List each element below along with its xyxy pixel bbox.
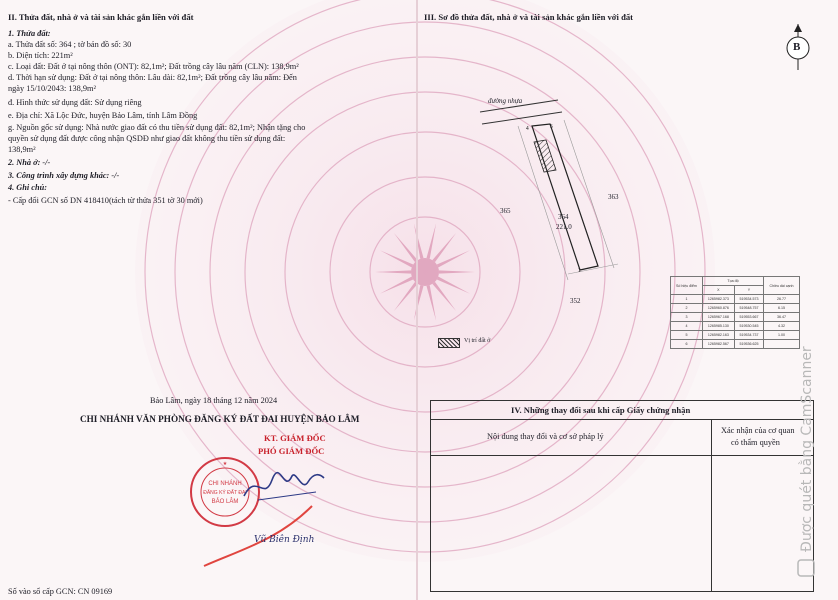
left-page	[0, 0, 418, 600]
table-row	[671, 322, 800, 331]
table-cell: 4.32	[764, 322, 800, 331]
line-area: b. Diện tích: 221m²	[8, 51, 73, 60]
legend-label: Vị trí đất ở	[464, 338, 491, 344]
table-cell: 6	[671, 340, 703, 349]
deputy-director-kt: KT. GIÁM ĐỐC	[264, 433, 326, 443]
neighbor-right-label: 363	[608, 193, 619, 201]
svg-text:1: 1	[578, 268, 581, 274]
coord-col-coordinates: Tọa độ	[702, 277, 763, 286]
svg-text:★: ★	[222, 461, 228, 467]
table-cell: 519536.625	[734, 340, 763, 349]
road-label: đường nhựa	[488, 97, 523, 105]
line-parcel-number: a. Thửa đất số: 364 ; tờ bản đồ số: 30	[8, 40, 132, 49]
table-cell: 519534.737	[734, 331, 763, 340]
register-number: Số vào sổ cấp GCN: CN 09169	[8, 587, 113, 596]
table-cell: 3	[671, 313, 703, 322]
section-ii-title: II. Thửa đất, nhà ở và tài sản khác gắn liền với đất	[8, 12, 194, 22]
table-row	[671, 304, 800, 313]
line-origin-cont: quyền sử dụng đất được công nhận QSDĐ như giao đất không thu tiền sử dụng đất:	[8, 134, 286, 143]
table-cell: 1265967.168	[702, 313, 734, 322]
issue-date: Bảo Lâm, ngày 18 tháng 12 năm 2024	[150, 396, 278, 405]
coord-col-x: X	[702, 286, 734, 295]
section-iii-title: III. Sơ đồ thửa đất, nhà ở và tài sản khác gắn liền với đất	[424, 12, 634, 22]
coordinate-table	[670, 276, 800, 349]
changes-box	[430, 400, 814, 592]
line-address: e. Địa chỉ: Xã Lộc Đức, huyện Bảo Lâm, tỉnh Lâm Đồng	[8, 111, 198, 120]
line-origin-cont2: 138,9m²	[8, 145, 36, 154]
table-cell: 1265985.130	[702, 322, 734, 331]
notes-heading: 4. Ghi chú:	[8, 183, 47, 192]
changes-column-divider	[711, 419, 712, 591]
neighbor-left-label: 365	[500, 207, 511, 215]
changes-col-content-header: Nội dung thay đổi và cơ sở pháp lý	[487, 432, 604, 441]
coord-col-length: Chiều dài cạnh	[764, 277, 800, 295]
parcel-area-label: 221.0	[556, 223, 572, 231]
table-cell: 26.77	[764, 295, 800, 304]
other-construction-line: 3. Công trình xây dựng khác: -/-	[8, 171, 120, 180]
table-cell: 36.47	[764, 313, 800, 322]
table-cell: 519534.573	[734, 295, 763, 304]
table-cell: 6.15	[764, 304, 800, 313]
office-name: CHI NHÁNH VĂN PHÒNG ĐĂNG KÝ ĐẤT ĐAI HUYỆN BẢO LÂM	[80, 414, 360, 424]
table-cell: 5	[671, 331, 703, 340]
neighbor-bottom-label: 352	[570, 297, 581, 305]
line-term-cont: ngày 15/10/2043: 138,9m²	[8, 84, 96, 93]
section-iv-title: IV. Những thay đổi sau khi cấp Giấy chứng nhận	[511, 405, 691, 415]
camscanner-logo-icon	[798, 560, 814, 576]
north-label: B	[793, 41, 801, 53]
land-parcel-heading: 1. Thửa đất:	[8, 29, 51, 38]
table-row	[671, 313, 800, 322]
table-cell: 1265982.163	[702, 331, 734, 340]
table-row	[671, 340, 800, 349]
line-origin: g. Nguồn gốc sử dụng: Nhà nước giao đất có thu tiền sử dụng đất: 82,1m²; Nhận tặng cho	[8, 123, 306, 132]
svg-text:5: 5	[550, 124, 553, 130]
table-cell: 1265960.876	[702, 304, 734, 313]
svg-text:BẢO LÂM: BẢO LÂM	[211, 499, 239, 505]
changes-col-confirm-header-2: có thẩm quyền	[731, 438, 780, 447]
table-cell: 519530.545	[734, 322, 763, 331]
camscanner-label: Được quét bằng CamScanner	[799, 346, 815, 552]
table-cell: 2	[671, 304, 703, 313]
table-cell: 4	[671, 322, 703, 331]
house-line: 2. Nhà ở: -/-	[8, 158, 51, 167]
camscanner-watermark	[794, 262, 818, 582]
table-row	[671, 295, 800, 304]
table-cell: 1265982.567	[702, 340, 734, 349]
signer-name: Vũ Biên Định	[254, 535, 315, 545]
coord-col-point: Số hiệu điểm	[671, 277, 703, 295]
svg-text:ĐĂNG KÝ ĐẤT ĐAI: ĐĂNG KÝ ĐẤT ĐAI	[203, 490, 247, 496]
deputy-director-title: PHÓ GIÁM ĐỐC	[258, 446, 325, 456]
table-cell: 519548.757	[734, 304, 763, 313]
table-cell: 1.00	[764, 331, 800, 340]
table-cell: 1265982.373	[702, 295, 734, 304]
coord-col-y: Y	[734, 286, 763, 295]
parcel-number-label: 364	[558, 213, 569, 221]
parcel-sketch	[458, 90, 658, 310]
line-use-form: đ. Hình thức sử dụng đất: Sử dụng riêng	[8, 98, 142, 107]
table-cell: 519553.667	[734, 313, 763, 322]
svg-text:4: 4	[526, 126, 529, 132]
svg-text:CHI NHÁNH: CHI NHÁNH	[208, 481, 242, 487]
changes-subheader-rule	[431, 455, 813, 456]
notes-text: - Cấp đổi GCN số DN 418410(tách từ thửa 351 tờ 30 mới)	[8, 196, 203, 205]
table-row	[671, 331, 800, 340]
changes-col-confirm-header-1: Xác nhận của cơ quan	[721, 426, 795, 435]
line-term: d. Thời hạn sử dụng: Đất ở tại nông thôn: Lâu dài: 82,1m²; Đất trồng cây lâu năm: Đến	[8, 73, 297, 82]
table-cell: 1	[671, 295, 703, 304]
legend-hatch-icon	[438, 338, 460, 348]
line-land-type: c. Loại đất: Đất ở tại nông thôn (ONT): 82,1m²; Đất trồng cây lâu năm (CLN): 138,9m²	[8, 62, 299, 71]
